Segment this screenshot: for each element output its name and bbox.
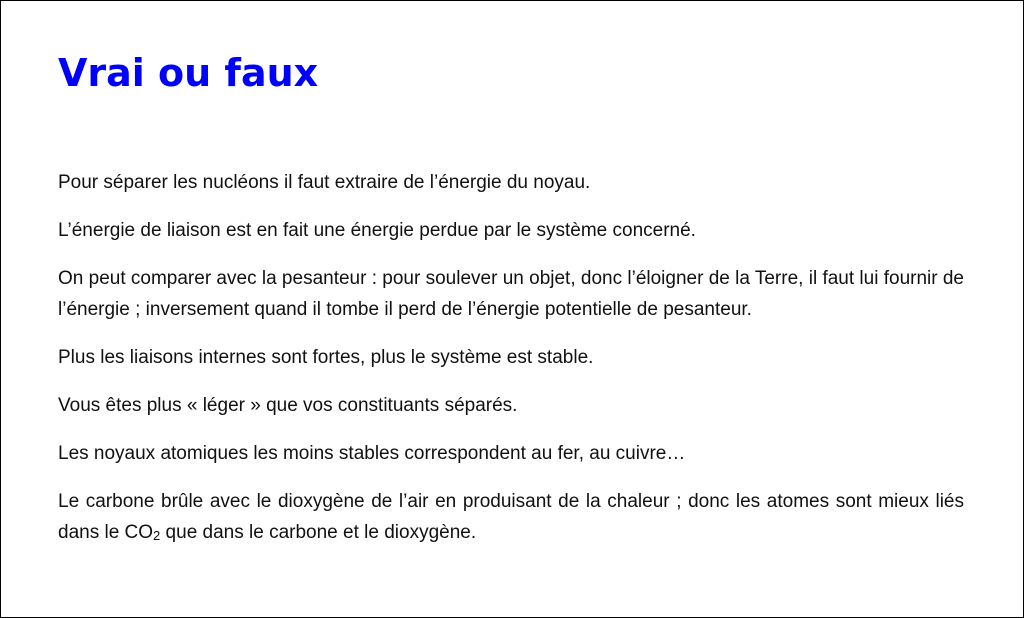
statement-3: On peut comparer avec la pesanteur : pour soulever un objet, donc l’éloigner de la Terre, il faut lui fournir de l’énergie ; inversement quand il tombe il perd de l’énergie potentielle de pesanteur.	[58, 268, 964, 320]
statement-list	[58, 167, 964, 568]
statement-7-text-after: que dans le carbone et le dioxygène.	[160, 522, 477, 543]
statement-7-text-before: Le carbone brûle avec le dioxygène de l’air en produisant de la chaleur ; donc les atomes sont mieux liés dans le CO	[58, 491, 964, 543]
statement-5: Vous êtes plus « léger » que vos constituants séparés.	[58, 395, 518, 416]
statement-7	[58, 486, 964, 551]
statement-1: Pour séparer les nucléons il faut extraire de l’énergie du noyau.	[58, 172, 591, 193]
statement-2: L’énergie de liaison est en fait une énergie perdue par le système concerné.	[58, 220, 696, 241]
statement-6: Les noyaux atomiques les moins stables correspondent au fer, au cuivre…	[58, 443, 686, 464]
slide-title: Vrai ou faux	[58, 51, 319, 95]
statement-4: Plus les liaisons internes sont fortes, plus le système est stable.	[58, 347, 594, 368]
co2-subscript: 2	[153, 528, 161, 543]
